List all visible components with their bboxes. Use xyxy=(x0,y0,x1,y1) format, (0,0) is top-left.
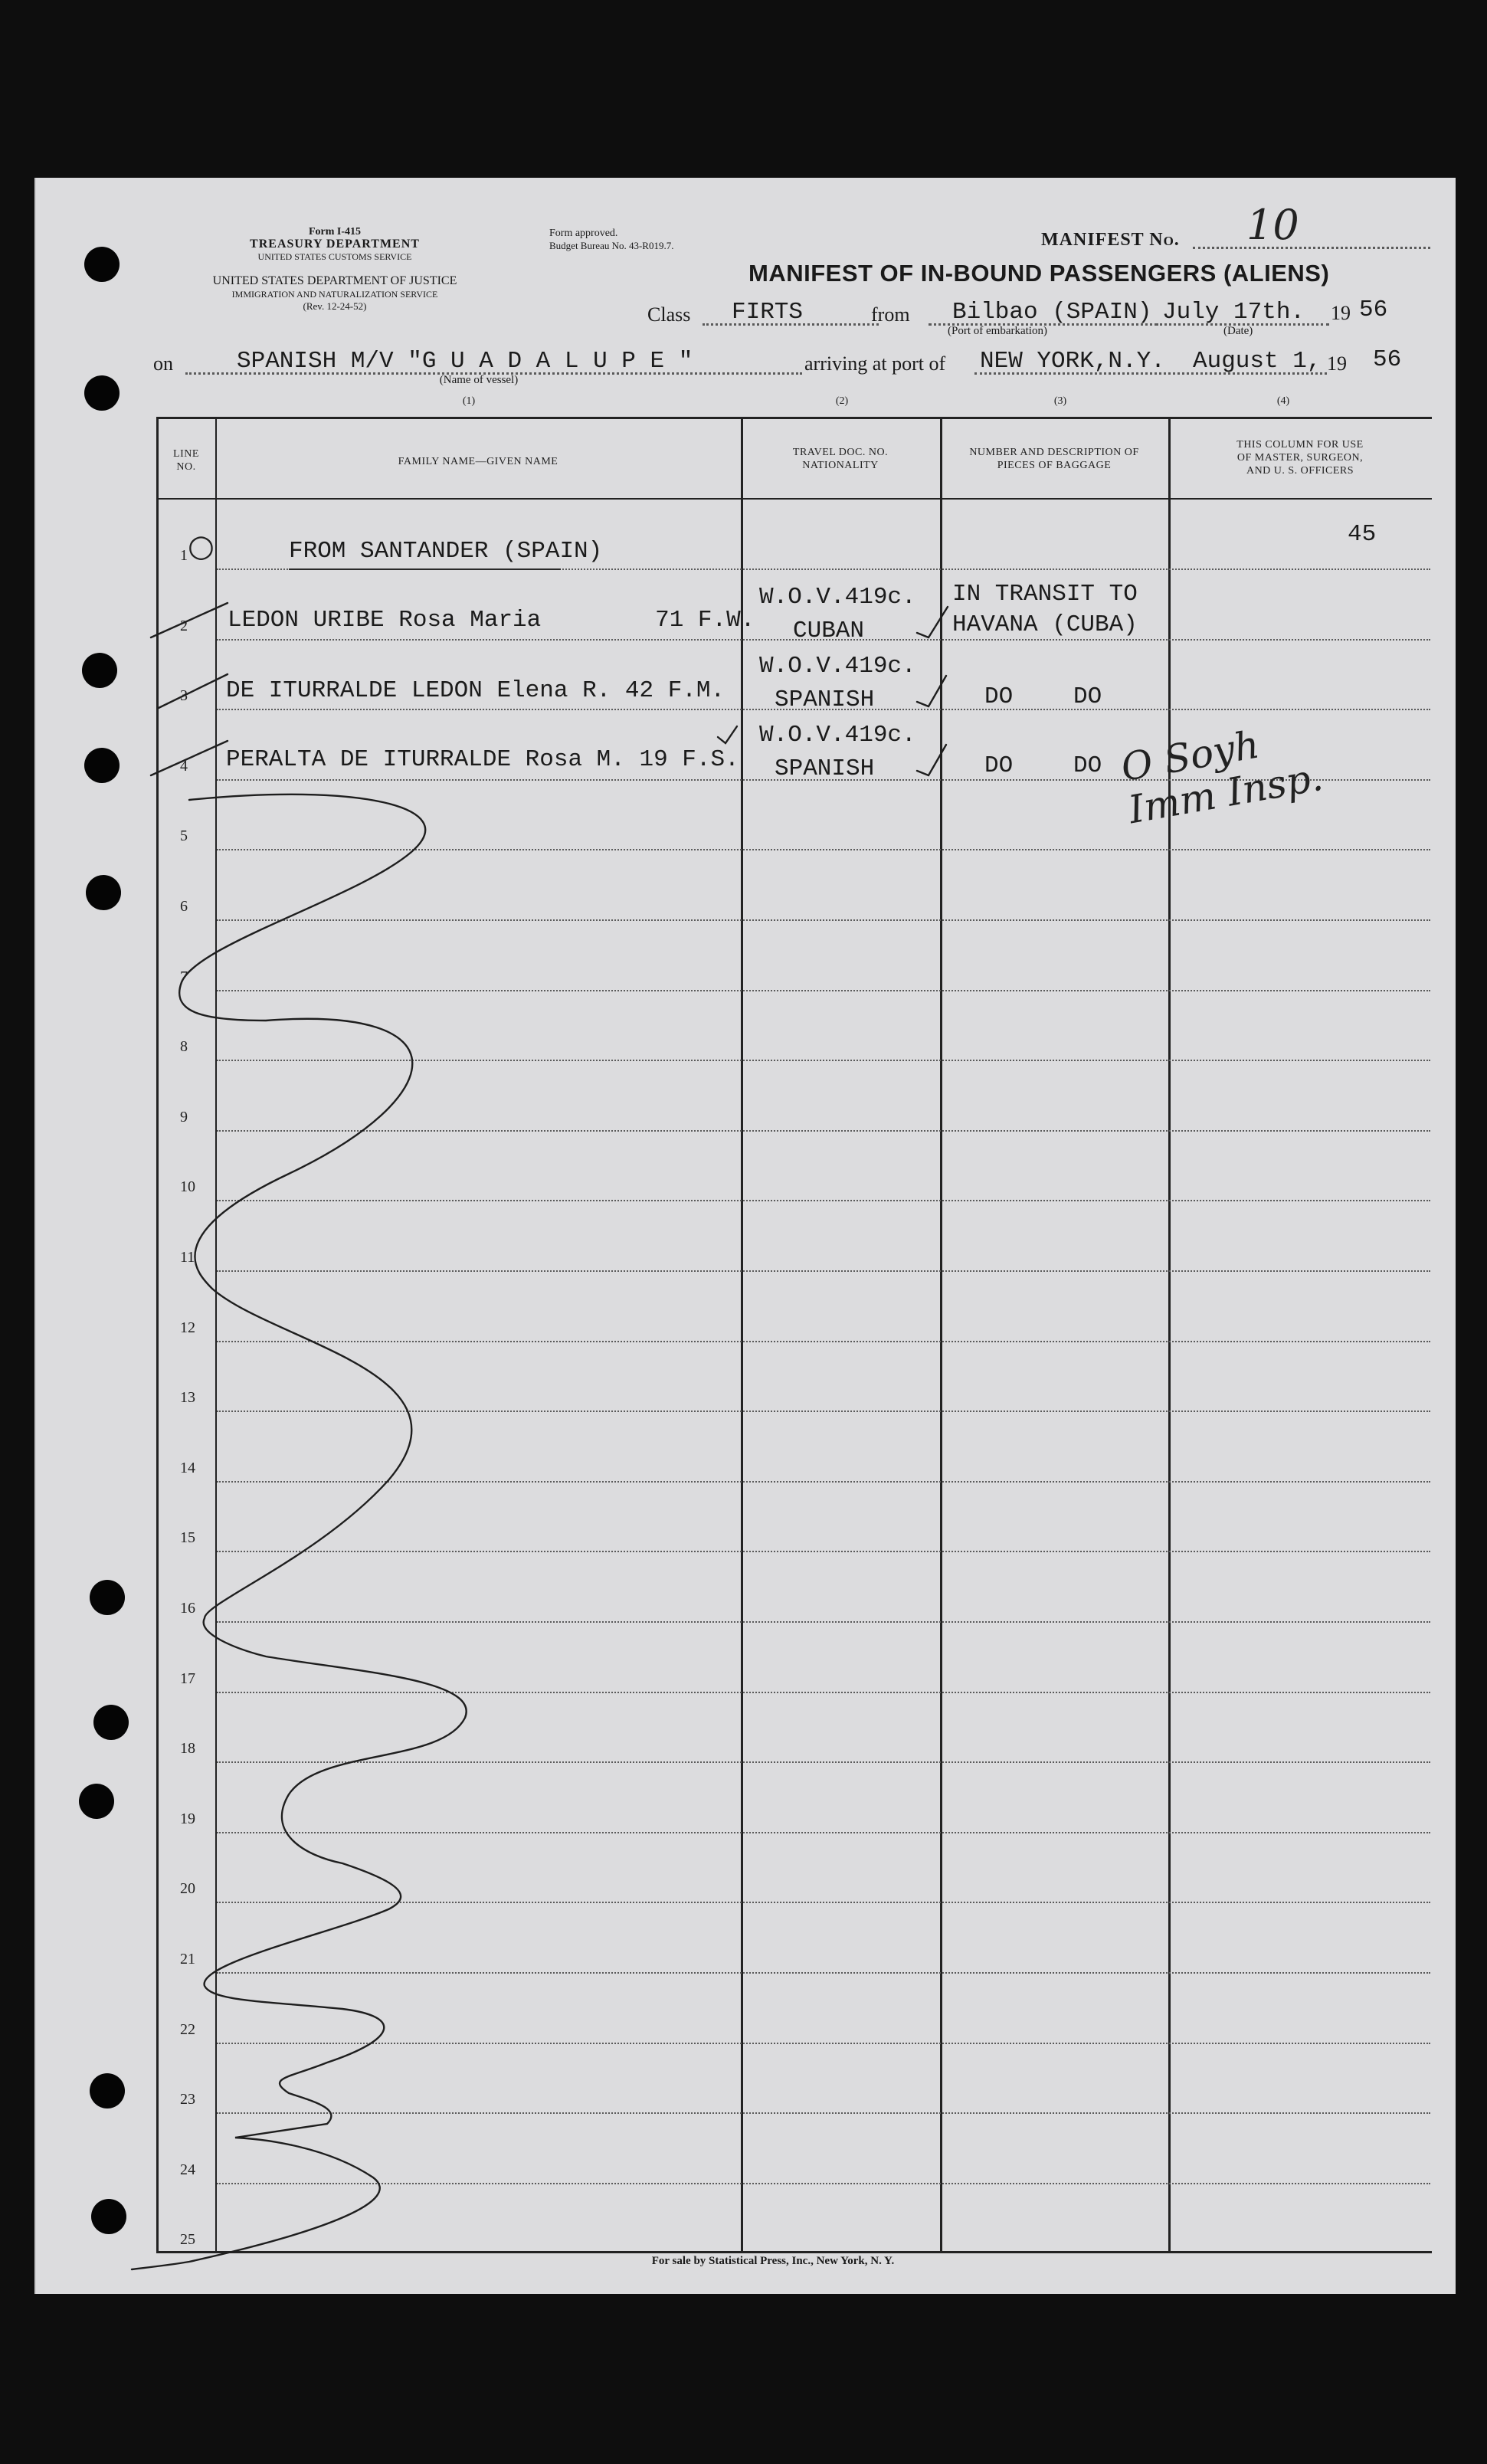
hand-marks xyxy=(36,178,1456,2294)
header-officers: THIS COLUMN FOR USE OF MASTER, SURGEON, AND U. S. OFFICERS xyxy=(1236,439,1364,477)
line-number: 21 xyxy=(180,1951,195,1968)
line-number: 24 xyxy=(180,2161,195,2178)
row-rule xyxy=(217,849,1430,850)
row-3-baggage-line1: DO xyxy=(984,683,1014,710)
arrival-date: August 1, xyxy=(1193,348,1322,375)
arriving-label: arriving at port of xyxy=(804,352,946,375)
row-rule xyxy=(217,1761,1430,1763)
row-rule xyxy=(217,2183,1430,2184)
line-number: 5 xyxy=(180,827,188,845)
on-label: on xyxy=(153,352,173,375)
line-number: 8 xyxy=(180,1038,188,1056)
date-caption: (Date) xyxy=(1223,325,1253,337)
line-number: 22 xyxy=(180,2020,195,2038)
punch-hole xyxy=(90,1580,125,1615)
row-4-doc-line2: SPANISH xyxy=(775,755,875,782)
line-number: 16 xyxy=(180,1600,195,1617)
footer-printer: For sale by Statistical Press, Inc., New York, N. Y. xyxy=(651,2255,895,2267)
line-number: 18 xyxy=(180,1740,195,1758)
line-number: 19 xyxy=(180,1810,195,1827)
customs-service: UNITED STATES CUSTOMS SERVICE xyxy=(257,251,412,262)
row-4-doc-line1: W.O.V.419c. xyxy=(759,722,916,749)
date-value: July 17th. xyxy=(1162,299,1305,326)
check-mark xyxy=(718,726,737,743)
row-rule xyxy=(217,919,1430,921)
header-travel-doc: TRAVEL DOC. NO. NATIONALITY xyxy=(792,447,889,471)
row-3-doc-line2: SPANISH xyxy=(775,686,875,713)
table-bottom-border xyxy=(156,2251,1432,2253)
line-number: 12 xyxy=(180,1319,195,1336)
row-3-name: DE ITURRALDE LEDON Elena R. 42 F.M. xyxy=(226,677,725,704)
row-4-name: PERALTA DE ITURRALDE Rosa M. 19 F.S. xyxy=(226,746,739,773)
treasury-dept: TREASURY DEPARTMENT xyxy=(250,238,420,251)
manifest-number: 10 xyxy=(1246,201,1299,249)
punch-hole xyxy=(91,2199,126,2234)
row-rule xyxy=(217,1270,1430,1272)
row-1-name: FROM SANTANDER (SPAIN) xyxy=(289,538,603,565)
table-header-border xyxy=(156,498,1432,500)
row-3-baggage-line2: DO xyxy=(1073,683,1102,710)
punch-hole xyxy=(90,2073,125,2108)
punch-hole xyxy=(86,875,121,910)
manifest-label: MANIFEST No. xyxy=(1041,230,1180,250)
arrival-year-suffix: 56 xyxy=(1373,346,1402,373)
line-number: 23 xyxy=(180,2091,195,2108)
row-2-doc-line2: CUBAN xyxy=(793,618,865,644)
line-number: 2 xyxy=(180,617,188,634)
row-rule xyxy=(217,1621,1430,1623)
port-embark-caption: (Port of embarkation) xyxy=(948,325,1047,337)
row-rule xyxy=(217,1481,1430,1483)
year-suffix: 56 xyxy=(1359,297,1388,323)
row-3-doc-line1: W.O.V.419c. xyxy=(759,653,916,680)
manifest-no-line xyxy=(1193,247,1430,249)
line-number: 25 xyxy=(180,2231,195,2249)
row-rule xyxy=(217,1972,1430,1974)
row-2-baggage-line2: HAVANA (CUBA) xyxy=(952,611,1138,638)
header-name: FAMILY NAME—GIVEN NAME xyxy=(398,456,558,467)
header-baggage: NUMBER AND DESCRIPTION OF PIECES OF BAGGAGE xyxy=(969,447,1139,471)
form-number: Form I-415 xyxy=(308,226,362,238)
line-number: 11 xyxy=(180,1249,195,1266)
col-divider-baggage xyxy=(1168,417,1171,2253)
class-label: Class xyxy=(647,303,691,326)
from-value: Bilbao (SPAIN) xyxy=(952,299,1152,326)
inspector-signature: O Soyh Imm Insp. xyxy=(1118,722,1326,833)
row-2-doc-line1: W.O.V.419c. xyxy=(759,584,916,611)
revision: (Rev. 12-24-52) xyxy=(303,300,367,312)
line-number: 13 xyxy=(180,1389,195,1407)
row-rule xyxy=(217,990,1430,991)
line-number: 1 xyxy=(180,547,188,564)
arrival-year-prefix: 19 xyxy=(1327,352,1347,375)
table-top-border xyxy=(156,417,1432,419)
row-1-underline xyxy=(289,568,561,570)
line-number: 17 xyxy=(180,1669,195,1687)
ins-service: IMMIGRATION AND NATURALIZATION SERVICE xyxy=(231,289,438,300)
arrival-port: NEW YORK,N.Y. xyxy=(980,348,1165,375)
form-approved: Form approved. xyxy=(549,228,618,239)
row-2-name: LEDON URIBE Rosa Maria 71 F.W. xyxy=(228,607,755,634)
line-number: 4 xyxy=(180,757,188,775)
vessel-value: SPANISH M/V "G U A D A L U P E " xyxy=(237,348,693,375)
col-marker-1: (1) xyxy=(462,395,476,407)
table-left-border xyxy=(156,417,159,2253)
class-value: FIRTS xyxy=(732,299,804,326)
from-label: from xyxy=(871,303,910,326)
check-mark xyxy=(917,607,948,637)
line-number: 20 xyxy=(180,1880,195,1898)
row-rule xyxy=(217,1902,1430,1903)
row-rule xyxy=(217,1341,1430,1342)
row-rule xyxy=(217,2043,1430,2044)
row-rule xyxy=(217,1551,1430,1552)
col-marker-2: (2) xyxy=(835,395,849,407)
punch-hole xyxy=(84,247,120,282)
punch-hole xyxy=(84,375,120,411)
manifest-title: MANIFEST OF IN-BOUND PASSENGERS (ALIENS) xyxy=(748,260,1330,287)
row-2-baggage-line1: IN TRANSIT TO xyxy=(952,581,1138,608)
row-rule xyxy=(217,1130,1430,1132)
col-marker-4: (4) xyxy=(1276,395,1290,407)
arrival-line xyxy=(974,372,1327,375)
row-rule xyxy=(217,1060,1430,1061)
punch-hole xyxy=(79,1784,114,1819)
col-marker-3: (3) xyxy=(1053,395,1067,407)
manifest-document xyxy=(34,178,1456,2294)
line-number: 9 xyxy=(180,1108,188,1126)
line-number: 15 xyxy=(180,1529,195,1547)
line-number: 14 xyxy=(180,1459,195,1476)
line-number: 6 xyxy=(180,898,188,915)
line-number: 3 xyxy=(180,687,188,705)
row-rule xyxy=(217,1411,1430,1412)
punch-hole xyxy=(93,1705,129,1740)
row-rule xyxy=(217,1692,1430,1693)
justice-dept: UNITED STATES DEPARTMENT OF JUSTICE xyxy=(212,274,457,287)
row-4-baggage-line2: DO xyxy=(1073,752,1102,779)
vessel-caption: (Name of vessel) xyxy=(439,374,519,386)
row-1-officer-note: 45 xyxy=(1348,521,1377,548)
row-rule xyxy=(217,1832,1430,1833)
col-divider-doc xyxy=(940,417,942,2253)
row-3-strike xyxy=(159,674,228,708)
row-rule xyxy=(217,2112,1430,2114)
punch-hole xyxy=(82,653,117,688)
row-1-circle: ○ xyxy=(188,529,215,564)
class-line xyxy=(703,323,879,326)
row-4-baggage-line1: DO xyxy=(984,752,1014,779)
line-number: 10 xyxy=(180,1178,195,1196)
punch-hole xyxy=(84,748,120,783)
col-divider-name xyxy=(741,417,743,2253)
row-rule xyxy=(217,1200,1430,1201)
year-prefix: 19 xyxy=(1331,302,1351,324)
header-line-no: LINE NO. xyxy=(173,448,199,473)
budget-bureau: Budget Bureau No. 43-R019.7. xyxy=(549,240,674,251)
col-divider-lineno xyxy=(215,417,217,2253)
line-number: 7 xyxy=(180,968,188,985)
